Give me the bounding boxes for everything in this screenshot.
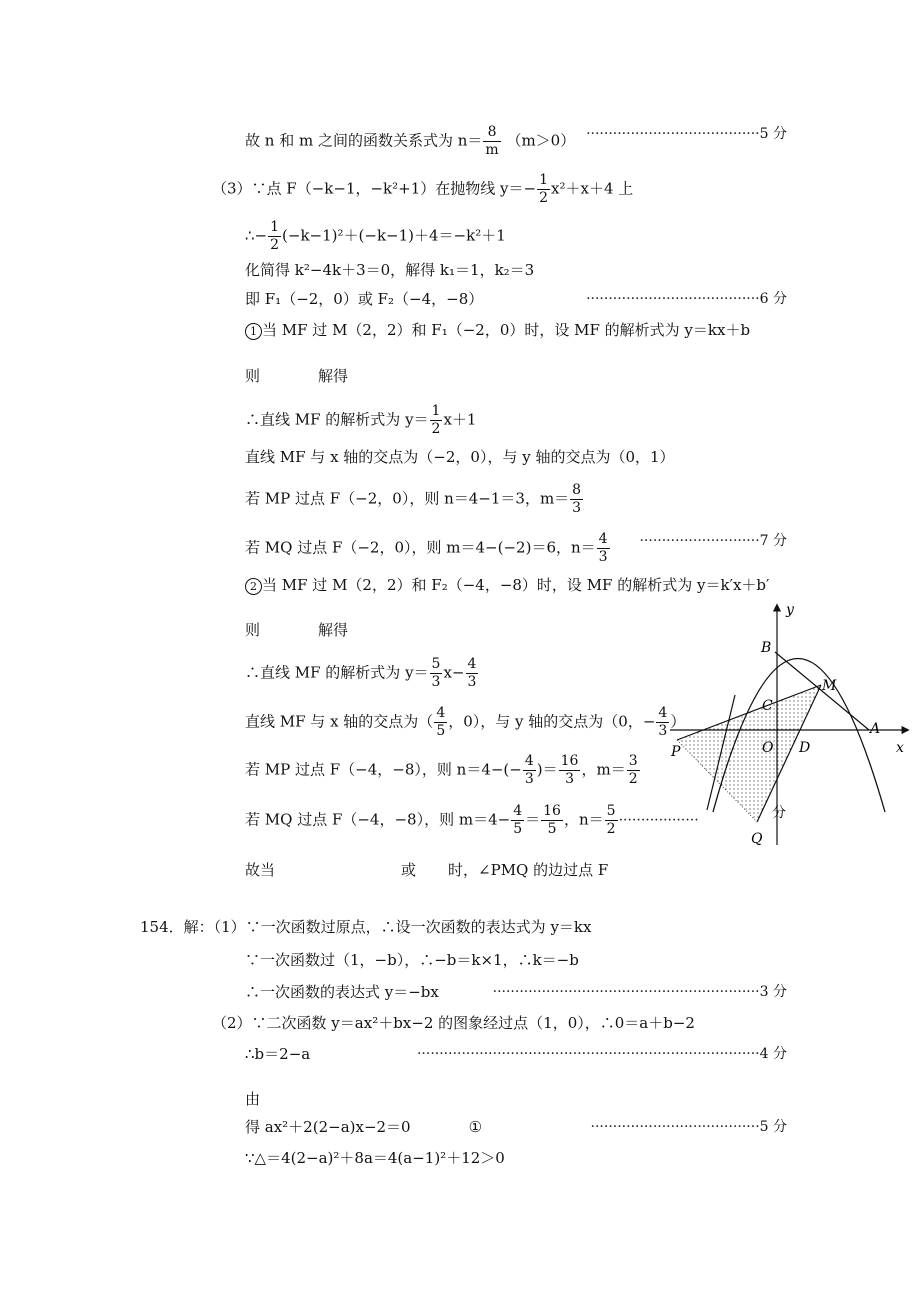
label-x: x (896, 740, 904, 756)
score-8: 分 (772, 805, 786, 821)
label-a: A (870, 721, 881, 737)
line-relation: 故 n 和 m 之间的函数关系式为 n＝ $\frac{8}{m}$ （m＞0） (245, 124, 576, 158)
line-then-solve-2: 则 解得 (245, 621, 349, 639)
fraction: $\frac{8}{m}$ (485, 124, 499, 158)
line-154-c: （2）∵二次函数 y＝ax²＋bx−2 的图象经过点（1，0），∴0＝a＋b−2 (212, 1014, 695, 1032)
line-154-f: 得 ax²＋2(2−a)x−2＝0 ① (245, 1118, 483, 1136)
line-154-b: ∴一次函数的表达式 y＝−bx (245, 983, 439, 1001)
line-conclusion: 故当 或 时，∠PMQ 的边过点 F (245, 861, 609, 879)
label-q: Q (751, 831, 763, 847)
line-mq-2: 若 MQ 过点 F（−4，−8），则 m＝4− $\frac{4}{5}$ ＝ $\frac{16}{5}$ ，n＝ $\frac{5}{2}$ ·················· (245, 803, 699, 837)
label-m: M (822, 678, 837, 694)
label-p: P (671, 744, 681, 760)
line-154-a: ∵一次函数过（1，−b），∴−b＝k×1，∴k＝−b (245, 951, 579, 969)
circled-number: 1 (245, 323, 262, 340)
line-154-e: 由 (245, 1090, 261, 1108)
label-o: O (762, 740, 774, 756)
score-5b: ······································5 分 (590, 1119, 787, 1135)
line-part3-intro: （3）∵点 F（−k−1，−k²+1）在抛物线 y＝− $\frac{1}{2}$ x²＋x＋4 上 (212, 172, 634, 206)
line-then-solve-1: 则 解得 (245, 367, 349, 385)
line-simplify: 化简得 k²−4k＋3＝0，解得 k₁＝1，k₂＝3 (245, 261, 535, 279)
line-mp-1: 若 MP 过点 F（−2，0），则 n＝4−1＝3，m＝ $\frac{8}{3}$ (245, 482, 582, 516)
problem-154-title: 154．解：（1）∵一次函数过原点，∴设一次函数的表达式为 y＝kx (140, 918, 592, 936)
line-mq-1: 若 MQ 过点 F（−2，0），则 m＝4−(−2)＝6，n＝ $\frac{4}{3}$ (245, 531, 608, 565)
circled-number: 2 (245, 578, 262, 595)
parabola-figure (665, 600, 915, 850)
line-mf-1: ∴直线 MF 的解析式为 y＝ $\frac{1}{2}$ x＋1 (245, 403, 477, 437)
score-4: ·············································································4 分 (416, 1046, 787, 1062)
line-f-points: 即 F₁（−2，0）或 F₂（−4，−8） (245, 290, 484, 308)
score-6: ·······································6 分 (586, 291, 787, 307)
line-mp-2: 若 MP 过点 F（−4，−8），则 n＝4−(− $\frac{4}{3}$ )＝ $\frac{16}{3}$ ，m＝ $\frac{3}{2}$ (245, 753, 638, 787)
line-154-g: ∵△＝4(2−a)²＋8a＝4(a−1)²＋12＞0 (245, 1149, 505, 1167)
label-d: D (799, 740, 811, 756)
label-b: B (761, 640, 772, 656)
line-substitute: ∴− $\frac{1}{2}$ (−k−1)²＋(−k−1)＋4＝−k²＋1 (245, 219, 506, 253)
line-case2: 2 当 MF 过 M（2，2）和 F₂（−4，−8）时，设 MF 的解析式为 y＝k′x＋b′ (245, 575, 769, 595)
label-c: C (762, 698, 773, 714)
score-7: ···························7 分 (639, 533, 787, 549)
score-3: ····························································3 分 (492, 984, 787, 1000)
line-mf-2: ∴直线 MF 的解析式为 y＝ $\frac{5}{3}$ x− $\frac{4}{3}$ (245, 656, 477, 690)
line-intercepts-1: 直线 MF 与 x 轴的交点为（−2，0），与 y 轴的交点为（0，1） (245, 448, 675, 466)
line-case1: 1 当 MF 过 M（2，2）和 F₁（−2，0）时，设 MF 的解析式为 y＝kx＋b (245, 320, 750, 340)
score-5: ·······································5 分 (586, 126, 787, 142)
label-y: y (786, 602, 794, 618)
line-intercepts-2: 直线 MF 与 x 轴的交点为（ $\frac{4}{5}$ ，0），与 y 轴的交点为（0，− $\frac{4}{3}$ ） (245, 705, 686, 739)
line-154-d: ∴b＝2−a (245, 1045, 311, 1063)
